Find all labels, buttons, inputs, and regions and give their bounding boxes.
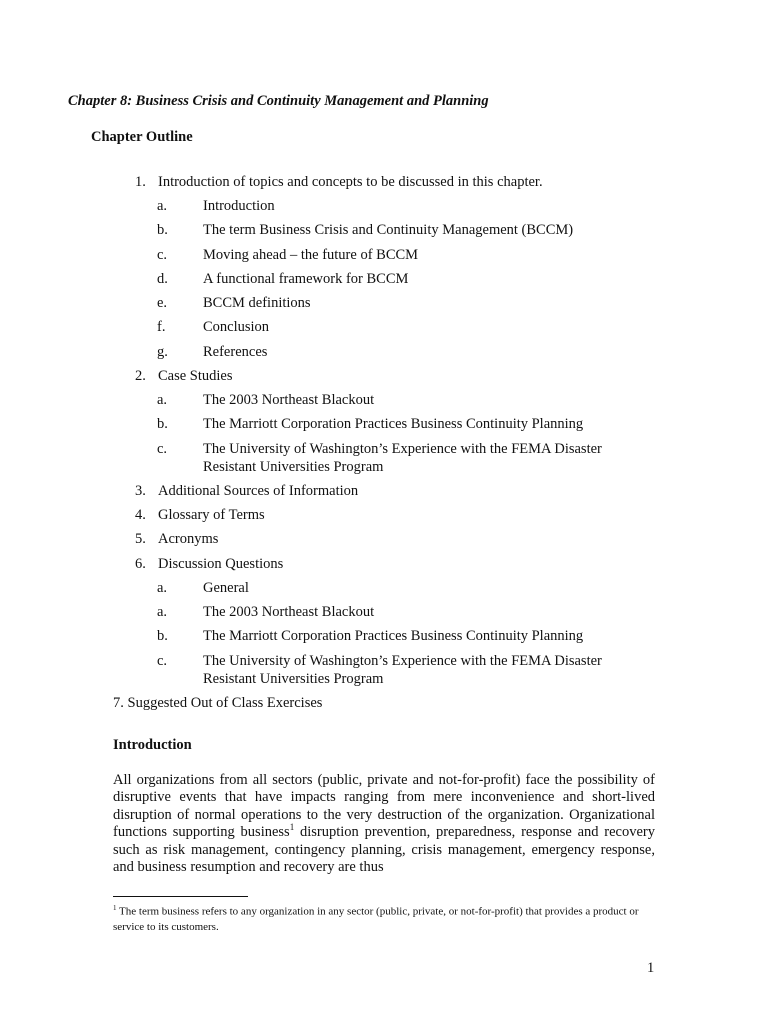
outline-item-text: Case Studies [158, 368, 233, 384]
outline-item-text: Additional Sources of Information [158, 483, 359, 499]
outline-subitem-text: Introduction [203, 198, 275, 214]
outline-subitem-letter: c. [157, 653, 168, 669]
outline-item-text: 7. Suggested Out of Class Exercises [113, 695, 323, 711]
footnote [113, 901, 658, 936]
outline-item-text: Acronyms [158, 531, 219, 547]
footnote-text: The term business refers to any organization in any sector (public, private, or not-for-profit) that provides a product or service to its customers. [113, 905, 639, 934]
outline-subitem-text: The 2003 Northeast Blackout [203, 392, 375, 408]
outline-item-number: 2. [135, 368, 146, 384]
outline-subitem-letter: a. [157, 198, 168, 214]
outline-subitem-text: Moving ahead – the future of BCCM [203, 247, 419, 263]
outline-subitem-text: Resistant Universities Program [203, 671, 384, 687]
page-number: 1 [647, 960, 655, 976]
outline-item-text: Discussion Questions [158, 556, 284, 572]
outline-subitem-letter: b. [157, 416, 168, 432]
outline-item-number: 6. [135, 556, 146, 572]
outline-subitem-letter: a. [157, 392, 168, 408]
section-heading-introduction: Introduction [113, 737, 192, 753]
outline-subitem-text: General [203, 580, 249, 596]
introduction-paragraph [113, 772, 655, 876]
outline-item-text: Glossary of Terms [158, 507, 265, 523]
outline-subitem-letter: c. [157, 247, 168, 263]
outline-subitem-letter: e. [157, 295, 168, 311]
outline-item-number: 1. [135, 174, 146, 190]
outline-subitem-text: The Marriott Corporation Practices Business Continuity Planning [203, 628, 584, 644]
paragraph-text: All organizations from all sectors (public, private and not-for-profit) face the possibility of disruptive events that have impacts ranging from mere inconvenience and short-lived disruption of normal operations to the very destruction of the organization. Organizational functions supporting business [113, 772, 655, 841]
outline-subitem-text: The University of Washington’s Experience with the FEMA Disaster [203, 653, 602, 669]
outline-subitem-letter: c. [157, 441, 168, 457]
outline-subitem-text: Resistant Universities Program [203, 459, 384, 475]
outline-item-text: Introduction of topics and concepts to be discussed in this chapter. [158, 174, 543, 190]
outline-subitem-text: Conclusion [203, 319, 270, 335]
footnote-separator [113, 896, 248, 897]
paragraph-text: disruption prevention, preparedness, response and recovery such as risk management, contingency planning, crisis management, emergency response, and business resumption and recovery are thus [113, 824, 656, 876]
outline-subitem-text: References [203, 344, 268, 360]
outline-subitem-text: The University of Washington’s Experience with the FEMA Disaster [203, 441, 602, 457]
outline-subitem-letter: d. [157, 271, 168, 287]
outline-subitem-letter: a. [157, 604, 168, 620]
outline-subitem-text: The 2003 Northeast Blackout [203, 604, 375, 620]
outline-subitem-letter: a. [157, 580, 168, 596]
outline-item-number: 5. [135, 531, 146, 547]
outline-subitem-text: BCCM definitions [203, 295, 311, 311]
outline-subitem-letter: b. [157, 628, 168, 644]
outline-item-number: 4. [135, 507, 146, 523]
footnote-marker: 1 [113, 904, 117, 912]
outline-subitem-text: The Marriott Corporation Practices Business Continuity Planning [203, 416, 584, 432]
outline-subitem-letter: f. [157, 319, 166, 335]
outline-item-number: 3. [135, 483, 146, 499]
outline-subitem-text: The term Business Crisis and Continuity Management (BCCM) [203, 222, 574, 238]
chapter-title: Chapter 8: Business Crisis and Continuity Management and Planning [68, 93, 489, 109]
outline-subitem-letter: g. [157, 344, 168, 360]
footnote-reference[interactable]: 1 [289, 822, 295, 833]
outline-heading: Chapter Outline [91, 129, 193, 145]
outline-subitem-text: A functional framework for BCCM [203, 271, 409, 287]
outline-subitem-letter: b. [157, 222, 168, 238]
